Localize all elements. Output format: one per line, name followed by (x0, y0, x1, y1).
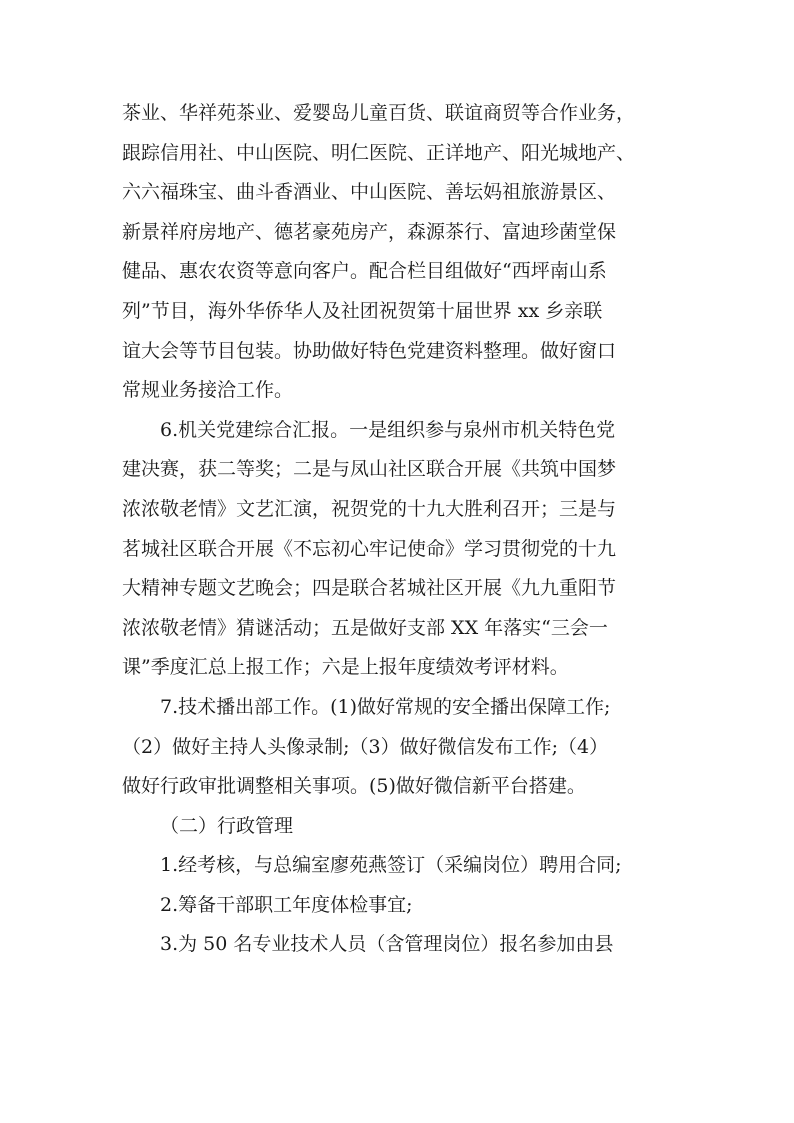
body-text-line: 跟踪信用社、中山医院、明仁医院、正详地产、阳光城地产、 (122, 141, 636, 164)
body-text-line: 健品、惠农农资等意向客户。配合栏目组做好“西坪南山系 (122, 260, 607, 283)
paragraph-6-first-line: 6.机关党建综合汇报。一是组织参与泉州市机关特色党 (160, 418, 616, 441)
body-text-line: 课”季度汇总上报工作；六是上报年度绩效考评材料。 (122, 656, 569, 679)
list-item-2: 2.筹备干部职工年度体检事宜; (160, 893, 413, 916)
list-item-1: 1.经考核，与总编室廖苑燕签订（采编岗位）聘用合同; (160, 854, 622, 877)
body-text-line: 浓浓敬老情》猜谜活动；五是做好支部 XX 年落实“三会一 (122, 616, 608, 639)
body-text-line: 常规业务接洽工作。 (122, 379, 294, 402)
body-text-line: 大精神专题文艺晚会；四是联合茗城社区开展《九九重阳节 (122, 577, 617, 600)
body-text-line: 茗城社区联合开展《不忘初心牢记使命》学习贯彻党的十九 (122, 537, 617, 560)
body-text-line: 列”节目，海外华侨华人及社团祝贺第十届世界 xx 乡亲联 (122, 299, 603, 322)
body-text-line: 浓浓敬老情》文艺汇演，祝贺党的十九大胜利召开；三是与 (122, 497, 617, 520)
body-text-line: 新景祥府房地产、德茗豪苑房产，森源茶行、富迪珍菌堂保 (122, 220, 617, 243)
body-text-line: 谊大会等节目包装。协助做好特色党建资料整理。做好窗口 (122, 339, 617, 362)
body-text-line: （2）做好主持人头像录制;（3）做好微信发布工作;（4） (122, 735, 609, 758)
body-text-line: 六六福珠宝、曲斗香酒业、中山医院、善坛妈祖旅游景区、 (122, 181, 617, 204)
body-text-line: 建决赛，获二等奖；二是与凤山社区联合开展《共筑中国梦 (122, 458, 617, 481)
list-item-3: 3.为 50 名专业技术人员（含管理岗位）报名参加由县 (160, 933, 614, 956)
paragraph-7-first-line: 7.技术播出部工作。(1)做好常规的安全播出保障工作; (160, 695, 611, 718)
document-body (122, 94, 682, 965)
body-text-line: 做好行政审批调整相关事项。(5)做好微信新平台搭建。 (122, 775, 586, 798)
section-heading-admin: （二）行政管理 (160, 814, 294, 837)
body-text-line: 茶业、华祥苑茶业、爱婴岛儿童百货、联谊商贸等合作业务， (122, 102, 636, 124)
